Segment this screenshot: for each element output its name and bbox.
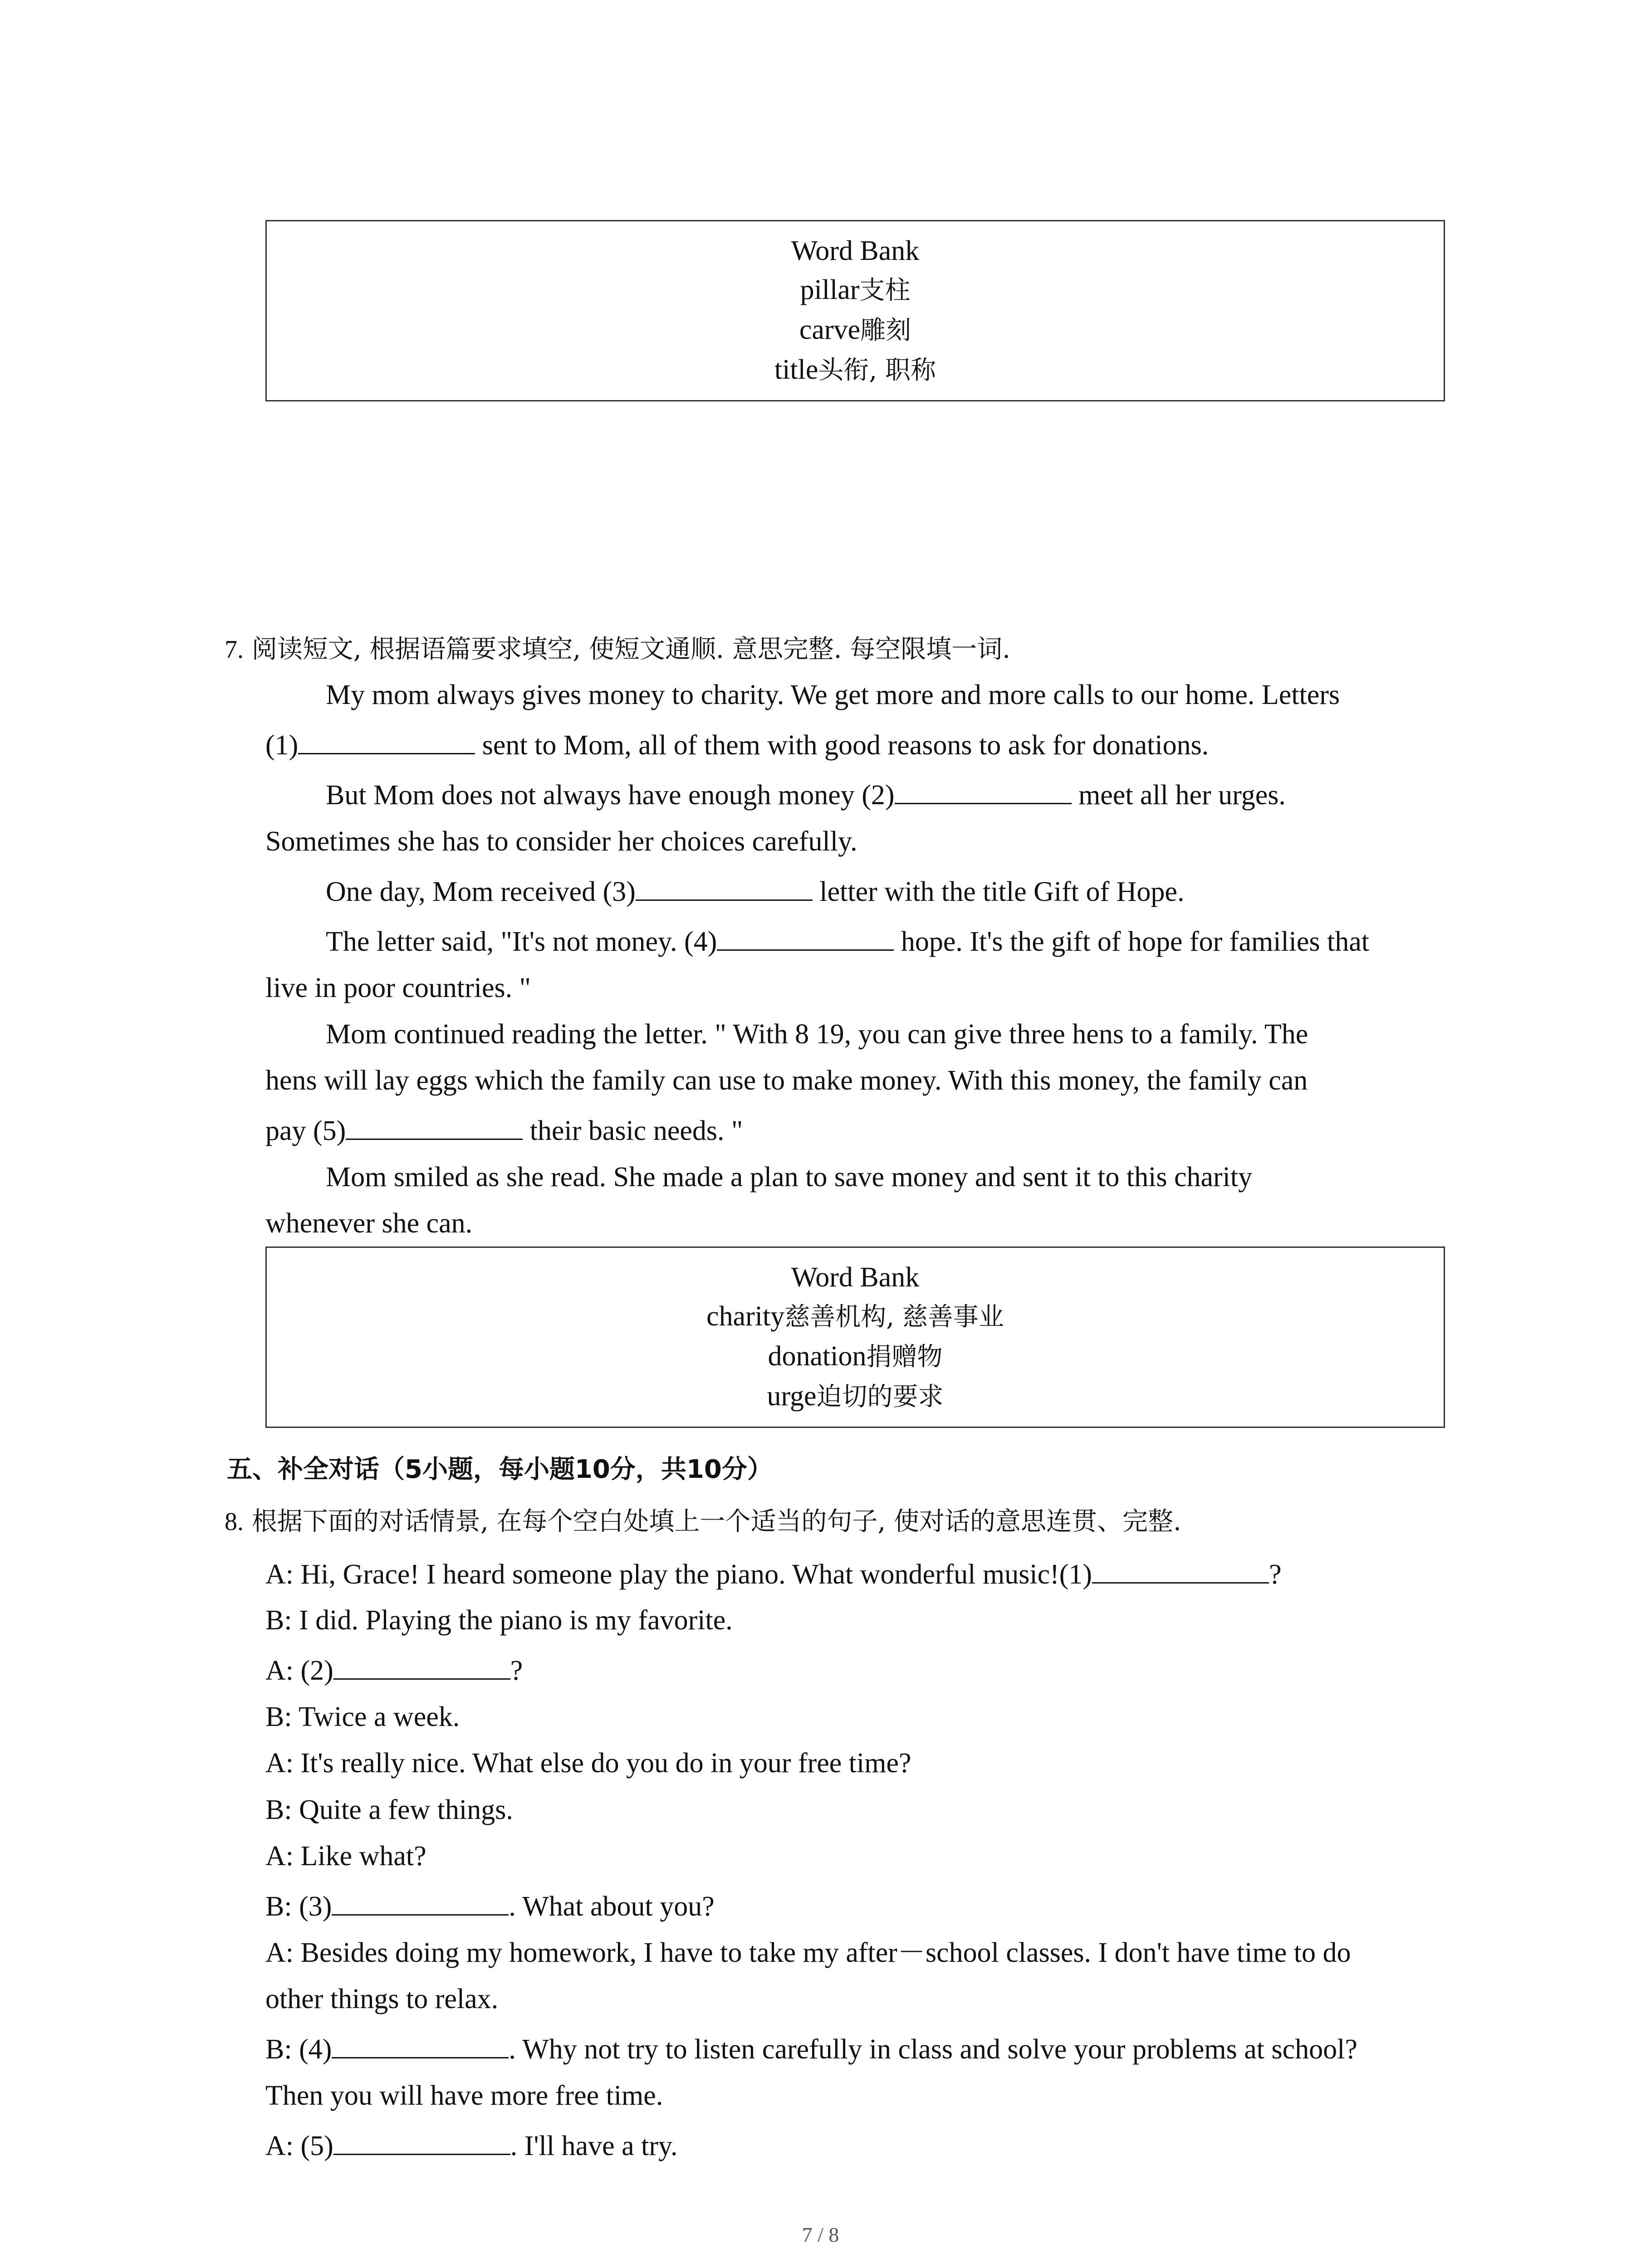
word-bank-box bbox=[265, 1246, 1445, 1428]
passage-line: pay (5) their basic needs. " bbox=[265, 1112, 743, 1149]
passage-line: My mom always gives money to charity. We get more and more calls to our home. Letters bbox=[326, 679, 1340, 710]
passage-line: Mom smiled as she read. She made a plan to save money and sent it to this charity bbox=[326, 1162, 1253, 1193]
word-bank-entry: charity慈善机构, 慈善事业 bbox=[706, 1301, 1004, 1332]
dialogue-line: B: Quite a few things. bbox=[265, 1794, 513, 1825]
dialogue-line: A: (2) ? bbox=[265, 1652, 523, 1689]
word-bank-box bbox=[265, 220, 1445, 401]
word-bank-title: Word Bank bbox=[791, 1262, 920, 1293]
word-bank-entry: urge迫切的要求 bbox=[767, 1381, 944, 1412]
passage-line: (1) sent to Mom, all of them with good reasons to ask for donations. bbox=[265, 727, 1209, 763]
word-bank-entry: title头衔, 职称 bbox=[774, 354, 936, 385]
passage-line: Mom continued reading the letter. " With 8 19, you can give three hens to a family. The bbox=[326, 1019, 1308, 1050]
word-bank-entry: carve雕刻 bbox=[799, 314, 911, 345]
answer-blank[interactable] bbox=[332, 2031, 509, 2058]
dialogue-line: B: I did. Playing the piano is my favorite. bbox=[265, 1605, 733, 1636]
passage-line: One day, Mom received (3) letter with the title Gift of Hope. bbox=[326, 873, 1184, 910]
answer-blank[interactable] bbox=[717, 923, 894, 951]
dialogue-line: A: It's really nice. What else do you do in your free time? bbox=[265, 1748, 911, 1779]
answer-blank[interactable] bbox=[298, 727, 475, 754]
word-bank-entry: donation捐赠物 bbox=[768, 1341, 943, 1372]
q7-instruction: 7. 阅读短文, 根据语篇要求填空, 使短文通顺. 意思完整. 每空限填一词. bbox=[225, 635, 1011, 664]
q8-instruction: 8. 根据下面的对话情景, 在每个空白处填上一个适当的句子, 使对话的意思连贯、完整. bbox=[225, 1507, 1181, 1536]
passage-line: Sometimes she has to consider her choices carefully. bbox=[265, 826, 857, 857]
answer-blank[interactable] bbox=[636, 873, 813, 901]
answer-blank[interactable] bbox=[333, 1652, 510, 1680]
dialogue-line: Then you will have more free time. bbox=[265, 2080, 663, 2111]
answer-blank[interactable] bbox=[1092, 1556, 1269, 1584]
dialogue-line: B: (3) . What about you? bbox=[265, 1888, 715, 1925]
word-bank-entry: pillar支柱 bbox=[800, 274, 911, 305]
answer-blank[interactable] bbox=[346, 1112, 523, 1140]
passage-line: whenever she can. bbox=[265, 1208, 473, 1239]
passage-line: live in poor countries. " bbox=[265, 973, 531, 1003]
passage-line: But Mom does not always have enough money (2) meet all her urges. bbox=[326, 777, 1286, 813]
answer-blank[interactable] bbox=[895, 777, 1072, 804]
dialogue-line: B: (4) . Why not try to listen carefully in class and solve your problems at school? bbox=[265, 2031, 1357, 2068]
dialogue-line: A: (5) . I'll have a try. bbox=[265, 2127, 677, 2164]
word-bank-title: Word Bank bbox=[791, 235, 920, 266]
dialogue-line: A: Besides doing my homework, I have to take my after－school classes. I don't have time to do bbox=[265, 1937, 1351, 1968]
section-title: 五、补全对话（5小题，每小题10分，共10分） bbox=[227, 1455, 773, 1484]
page-number: 7 / 8 bbox=[802, 2223, 839, 2246]
passage-line: hens will lay eggs which the family can use to make money. With this money, the family can bbox=[265, 1065, 1308, 1096]
passage-line: The letter said, "It's not money. (4) hope. It's the gift of hope for families that bbox=[326, 923, 1369, 960]
dialogue-line: A: Like what? bbox=[265, 1841, 426, 1872]
answer-blank[interactable] bbox=[333, 2127, 510, 2155]
dialogue-line: other things to relax. bbox=[265, 1984, 499, 2014]
answer-blank[interactable] bbox=[332, 1888, 509, 1916]
dialogue-line: A: Hi, Grace! I heard someone play the piano. What wonderful music!(1) ? bbox=[265, 1556, 1282, 1593]
dialogue-line: B: Twice a week. bbox=[265, 1701, 460, 1732]
